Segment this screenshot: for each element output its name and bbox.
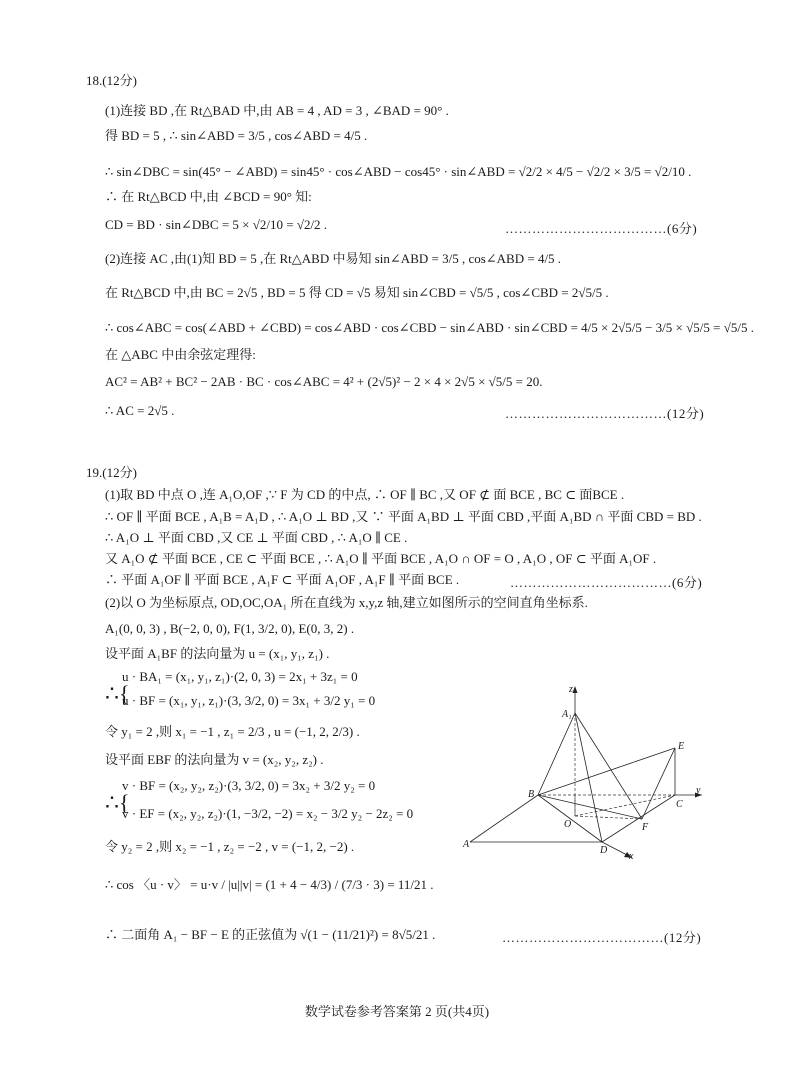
q19-header: 19.(12分) (86, 465, 137, 480)
q18-line-8: ∴ cos∠ABC = cos(∠ABD + ∠CBD) = cos∠ABD · cos∠CBD − sin∠ABD · sin∠CBD = 4/5 × 2√5/5 − 3/5 × √5/5 = √5/5 . (105, 320, 754, 335)
label-c: C (676, 799, 683, 810)
q19-line-7: A₁(0, 0, 3) , B(−2, 0, 0), F(1, 3/2, 0), E(0, 3, 2) . (105, 621, 355, 636)
q19-line-10: u · BF = (x₁, y₁, z₁)·(3, 3/2, 0) = 3x₁ + 3/2 y₁ = 0 (122, 693, 376, 708)
q19-line-6: (2)以 O 为坐标原点, OD,OC,OA₁ 所在直线为 x,y,z 轴,建立如图所示的空间直角坐标系. (105, 595, 588, 610)
label-b: B (528, 789, 535, 800)
label-a1: A₁ (562, 709, 572, 720)
q19-line-4: 又 A₁O ⊄ 平面 BCE , CE ⊂ 平面 BCE , ∴ A₁O ∥ 平面 BCE , A₁O ∩ OF = O , A₁O , OF ⊂ 平面 A₁OF . (105, 551, 657, 566)
q19-line-2: ∴ OF ∥ 平面 BCE , A₁B = A₁D , ∴ A₁O ⊥ BD ,又 ∵ 平面 A₁BD ⊥ 平面 CBD ,平面 A₁BD ∩ 平面 CBD = BD . (105, 509, 702, 524)
q18-score-6: ………………………………(6分) (505, 221, 698, 236)
q19-line-9: u · BA₁ = (x₁, y₁, z₁)·(2, 0, 3) = 2x₁ + 3z₁ = 0 (122, 669, 358, 684)
q19-therefore-brace-2: ∴{ (105, 790, 130, 815)
q19-score-12: ………………………………(12分) (502, 930, 702, 945)
q19-score-6: ………………………………(6分) (510, 575, 703, 590)
q19-line-1: (1)取 BD 中点 O ,连 A₁O,OF ,∵ F 为 CD 的中点, ∴ OF ∥ BC ,又 OF ⊄ 面 BCE , BC ⊂ 面BCE . (105, 487, 625, 502)
q18-score-12: ………………………………(12分) (505, 406, 705, 421)
edge-ef (642, 748, 675, 819)
label-o: O (564, 819, 572, 830)
edge-be (538, 748, 675, 795)
page-footer: 数学试卷参考答案第 2 页(共4页) (304, 1004, 490, 1019)
label-y: y (696, 785, 701, 796)
q18-line-9: 在 △ABC 中由余弦定理得: (105, 347, 256, 362)
q18-line-6: (2)连接 AC ,由(1)知 BD = 5 ,在 Rt△ABD 中易知 sin∠ABD = 3/5 , cos∠ABD = 4/5 . (105, 251, 562, 266)
q18-header: 18.(12分) (86, 73, 137, 88)
q19-line-8: 设平面 A₁BF 的法向量为 u = (x₁, y₁, z₁) . (105, 646, 330, 661)
q18-line-1: (1)连接 BD ,在 Rt△BAD 中,由 AB = 4 , AD = 3 , ∠BAD = 90° . (105, 103, 449, 118)
label-d: D (600, 845, 608, 856)
q19-line-11: 令 y₁ = 2 ,则 x₁ = −1 , z₁ = 2/3 , u = (−1, 2, 2/3) . (105, 724, 360, 739)
edge-a1f (575, 713, 642, 819)
q19-line-17: ∴ 二面角 A₁ − BF − E 的正弦值为 √(1 − (11/21)²) = 8√5/21 . (105, 927, 436, 942)
geometry-figure (462, 682, 702, 860)
q18-line-2: 得 BD = 5 , ∴ sin∠ABD = 3/5 , cos∠ABD = 4/5 . (105, 128, 368, 143)
label-x: x (629, 851, 634, 860)
label-a: A (463, 839, 470, 850)
q19-line-12: 设平面 EBF 的法向量为 v = (x₂, y₂, z₂) . (105, 752, 324, 767)
q19-therefore-brace-1: ∴{ (105, 681, 130, 706)
q18-line-3: ∴ sin∠DBC = sin(45° − ∠ABD) = sin45° · cos∠ABD − cos45° · sin∠ABD = √2/2 × 4/5 − √2/2 × 3/5 = √2/10 . (105, 164, 692, 179)
edge-ab (470, 795, 538, 842)
edge-a1b (538, 713, 575, 795)
q18-line-5: CD = BD · sin∠DBC = 5 × √2/10 = √2/2 . (105, 217, 328, 232)
q18-line-7: 在 Rt△BCD 中,由 BC = 2√5 , BD = 5 得 CD = √5 易知 sin∠CBD = √5/5 , cos∠CBD = 2√5/5 . (105, 285, 609, 300)
label-z: z (569, 684, 573, 695)
q18-line-10: AC² = AB² + BC² − 2AB · BC · cos∠ABC = 4² + (2√5)² − 2 × 4 × 2√5 × √5/5 = 20. (105, 374, 543, 389)
edge-bf (538, 795, 642, 819)
label-f: F (642, 822, 649, 833)
q19-line-16: ∴ cos 〈u · v〉 = u·v / |u||v| = (1 + 4 − 4/3) / (7/3 · 3) = 11/21 . (105, 877, 434, 892)
q18-line-4: ∴ 在 Rt△BCD 中,由 ∠BCD = 90° 知: (105, 189, 312, 204)
q19-line-14: v · EF = (x₂, y₂, z₂)·(1, −3/2, −2) = x₂ − 3/2 y₂ − 2z₂ = 0 (122, 806, 414, 821)
q18-line-11: ∴ AC = 2√5 . (105, 403, 175, 418)
q19-line-5: ∴ 平面 A₁OF ∥ 平面 BCE , A₁F ⊂ 平面 A₁OF , A₁F ∥ 平面 BCE . (105, 572, 460, 587)
q19-line-3: ∴ A₁O ⊥ 平面 CBD ,又 CE ⊥ 平面 CBD , ∴ A₁O ∥ CE . (105, 530, 408, 545)
edge-oc-dashed (575, 795, 675, 816)
q19-line-15: 令 y₂ = 2 ,则 x₂ = −1 , z₂ = −2 , v = (−1, 2, −2) . (105, 839, 355, 854)
q19-line-13: v · BF = (x₂, y₂, z₂)·(3, 3/2, 0) = 3x₂ + 3/2 y₂ = 0 (122, 778, 376, 793)
label-e: E (678, 741, 685, 752)
z-arrow-icon (573, 686, 578, 693)
